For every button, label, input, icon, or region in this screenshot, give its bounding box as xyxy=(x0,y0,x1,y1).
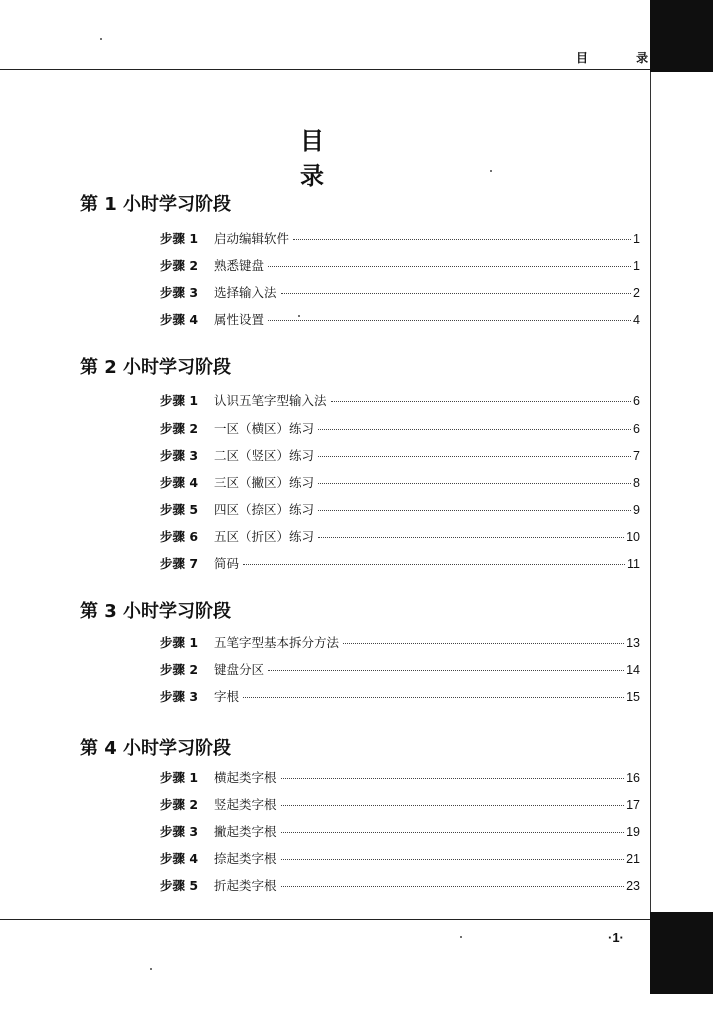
entry-title: 选择输入法 xyxy=(214,285,277,300)
step-label: 步骤 4 xyxy=(160,475,199,490)
entry-title: 简码 xyxy=(214,556,240,571)
toc-entry[interactable] xyxy=(160,849,640,869)
dot-leader xyxy=(318,510,631,511)
entry-page: 8 xyxy=(633,476,640,490)
entry-page: 13 xyxy=(626,636,640,650)
step-label: 步骤 1 xyxy=(160,393,199,408)
section-heading: 第 1 小时学习阶段 xyxy=(80,194,232,215)
entry-page: 6 xyxy=(633,394,640,408)
edge-tab-bottom xyxy=(650,912,713,994)
dot-leader xyxy=(343,643,624,644)
toc-entry[interactable] xyxy=(160,768,640,788)
section-heading: 第 3 小时学习阶段 xyxy=(80,601,232,622)
dot-leader xyxy=(318,483,631,484)
dot-leader xyxy=(281,886,625,887)
toc-entry[interactable] xyxy=(160,310,640,330)
entry-page: 19 xyxy=(626,825,640,839)
toc-entry[interactable] xyxy=(160,500,640,520)
dot-leader xyxy=(268,670,624,671)
step-label: 步骤 2 xyxy=(160,662,199,677)
entry-title: 捺起类字根 xyxy=(214,851,277,866)
page-title: 目 录 xyxy=(300,126,376,190)
entry-page: 7 xyxy=(633,449,640,463)
dot-leader xyxy=(331,401,632,402)
toc-entry[interactable] xyxy=(160,283,640,303)
entry-title: 启动编辑软件 xyxy=(214,231,290,246)
entry-page: 16 xyxy=(626,771,640,785)
step-label: 步骤 6 xyxy=(160,529,199,544)
toc-entry[interactable] xyxy=(160,554,640,574)
dot-leader xyxy=(293,239,631,240)
entry-page: 11 xyxy=(627,557,640,571)
step-label: 步骤 2 xyxy=(160,421,199,436)
entry-title: 五笔字型基本拆分方法 xyxy=(214,635,340,650)
toc-entry[interactable] xyxy=(160,419,640,439)
entry-title: 折起类字根 xyxy=(214,878,277,893)
entry-page: 1 xyxy=(633,259,640,273)
entry-page: 4 xyxy=(633,313,640,327)
step-label: 步骤 2 xyxy=(160,258,199,273)
toc-entry[interactable] xyxy=(160,795,640,815)
dot-leader xyxy=(318,429,631,430)
entry-page: 2 xyxy=(633,286,640,300)
entry-page: 17 xyxy=(626,798,640,812)
dot-leader xyxy=(281,293,632,294)
entry-title: 二区（竖区）练习 xyxy=(214,448,315,463)
dot-leader xyxy=(281,832,625,833)
step-label: 步骤 7 xyxy=(160,556,199,571)
step-label: 步骤 3 xyxy=(160,689,199,704)
entry-title: 一区（横区）练习 xyxy=(214,421,315,436)
dot-leader xyxy=(281,805,625,806)
scan-speck xyxy=(100,38,102,40)
page-number: ·1· xyxy=(608,930,624,945)
entry-page: 9 xyxy=(633,503,640,517)
step-label: 步骤 4 xyxy=(160,851,199,866)
toc-entry[interactable] xyxy=(160,527,640,547)
toc-entry[interactable] xyxy=(160,876,640,896)
entry-title: 认识五笔字型输入法 xyxy=(214,393,327,408)
scan-speck xyxy=(150,968,152,970)
step-label: 步骤 2 xyxy=(160,797,199,812)
dot-leader xyxy=(318,456,631,457)
entry-page: 6 xyxy=(633,422,640,436)
entry-title: 撇起类字根 xyxy=(214,824,277,839)
entry-title: 三区（撇区）练习 xyxy=(214,475,315,490)
entry-title: 熟悉键盘 xyxy=(214,258,265,273)
step-label: 步骤 4 xyxy=(160,312,199,327)
scan-speck xyxy=(298,315,300,317)
entry-page: 23 xyxy=(626,879,640,893)
entry-title: 键盘分区 xyxy=(214,662,265,677)
dot-leader xyxy=(268,266,631,267)
section-heading: 第 4 小时学习阶段 xyxy=(80,738,232,759)
dot-leader xyxy=(281,859,625,860)
entry-page: 21 xyxy=(626,852,640,866)
entry-title: 竖起类字根 xyxy=(214,797,277,812)
toc-entry[interactable] xyxy=(160,229,640,249)
toc-entry[interactable] xyxy=(160,446,640,466)
entry-title: 字根 xyxy=(214,689,240,704)
step-label: 步骤 1 xyxy=(160,770,199,785)
scan-speck xyxy=(460,936,462,938)
step-label: 步骤 3 xyxy=(160,824,199,839)
page-edge-line xyxy=(650,72,651,912)
toc-entry[interactable] xyxy=(160,687,640,707)
step-label: 步骤 5 xyxy=(160,878,199,893)
scan-speck xyxy=(490,170,492,172)
toc-entry[interactable] xyxy=(160,256,640,276)
toc-entry[interactable] xyxy=(160,391,640,411)
toc-entry[interactable] xyxy=(160,633,640,653)
dot-leader xyxy=(243,564,625,565)
toc-entry[interactable] xyxy=(160,822,640,842)
dot-leader xyxy=(281,778,625,779)
step-label: 步骤 3 xyxy=(160,448,199,463)
entry-page: 10 xyxy=(626,530,640,544)
section-heading: 第 2 小时学习阶段 xyxy=(80,357,232,378)
dot-leader xyxy=(243,697,624,698)
dot-leader xyxy=(318,537,624,538)
step-label: 步骤 1 xyxy=(160,635,199,650)
step-label: 步骤 3 xyxy=(160,285,199,300)
header-rule xyxy=(0,69,650,70)
step-label: 步骤 5 xyxy=(160,502,199,517)
entry-title: 横起类字根 xyxy=(214,770,277,785)
toc-entry[interactable] xyxy=(160,660,640,680)
toc-entry[interactable] xyxy=(160,473,640,493)
entry-page: 15 xyxy=(626,690,640,704)
entry-page: 14 xyxy=(626,663,640,677)
entry-title: 五区（折区）练习 xyxy=(214,529,315,544)
dot-leader xyxy=(268,320,631,321)
step-label: 步骤 1 xyxy=(160,231,199,246)
running-header: 目 录 xyxy=(576,51,671,65)
entry-title: 属性设置 xyxy=(214,312,265,327)
entry-page: 1 xyxy=(633,232,640,246)
footer-rule xyxy=(0,919,650,920)
entry-title: 四区（捺区）练习 xyxy=(214,502,315,517)
